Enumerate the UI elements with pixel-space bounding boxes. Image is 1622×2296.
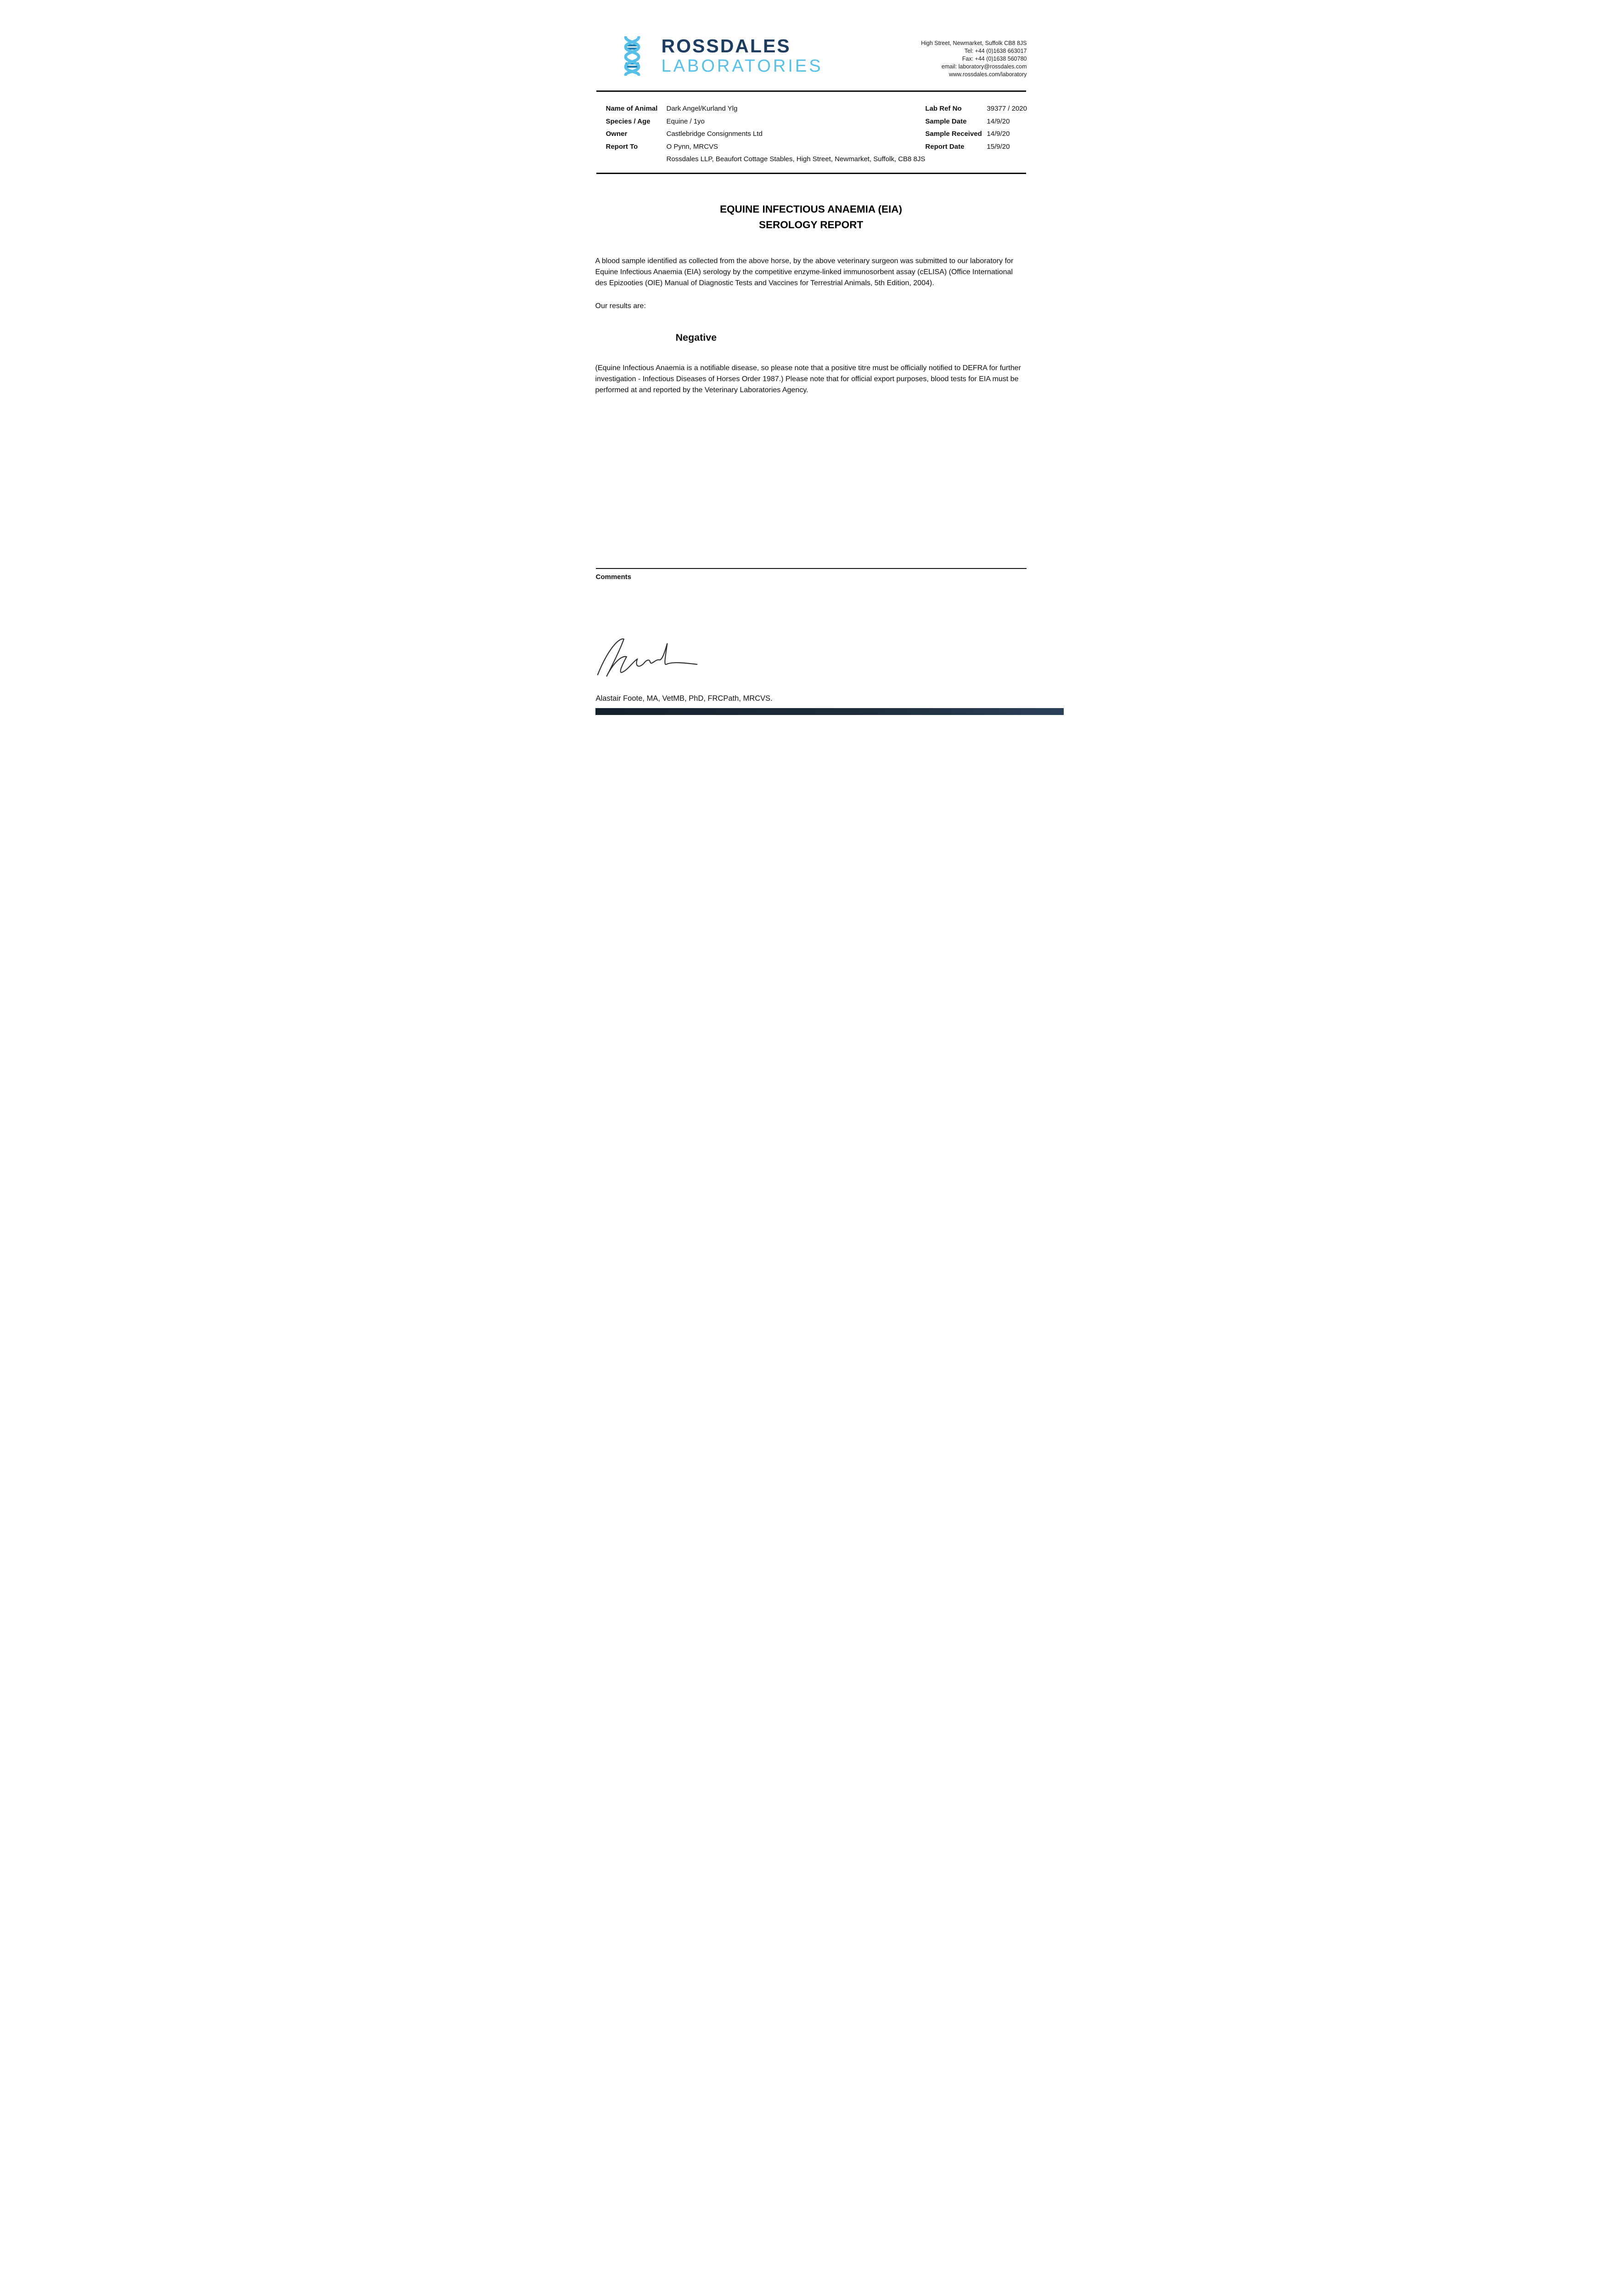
brand-subname: LABORATORIES <box>661 56 823 76</box>
field-value: O Pynn, MRCVS <box>666 142 718 151</box>
report-title-line1: EQUINE INFECTIOUS ANAEMIA (EIA) <box>719 203 903 215</box>
signature <box>593 632 704 686</box>
sample-info-left <box>606 105 926 168</box>
report-to-address: Rossdales LLP, Beaufort Cottage Stables, High Street, Newmarket, Suffolk, CB8 8JS <box>666 155 926 163</box>
field-label: Sample Date <box>925 117 967 125</box>
field-label: Report Date <box>925 142 965 151</box>
report-paragraph-2: (Equine Infectious Anaemia is a notifiable disease, so please note that a positive titre must be officially notified to DEFRA for further investigation - Infectious Diseases of Horses Order 1987.) Please note that for official export purposes, blood tests for EIA must be performed at and reported by the Veterinary Laboratories Agency. <box>595 364 1021 394</box>
brand-name: ROSSDALES <box>661 35 791 56</box>
field-value: 14/9/20 <box>987 130 1010 138</box>
report-title-line2: SEROLOGY REPORT <box>758 219 864 231</box>
field-value: 15/9/20 <box>987 142 1010 151</box>
signatory-name: Alastair Foote, MA, VetMB, PhD, FRCPath, MRCVS. <box>595 694 773 703</box>
dna-helix-icon <box>613 36 651 76</box>
footer-bar <box>595 708 1064 715</box>
brand-logo <box>613 36 823 76</box>
sample-info-right <box>925 105 1027 168</box>
field-value: Castlebridge Consignments Ltd <box>666 130 763 138</box>
report-document <box>559 0 1064 715</box>
field-label: Report To <box>606 142 638 151</box>
field-label: Sample Received <box>925 130 982 138</box>
report-paragraph-1: A blood sample identified as collected from the above horse, by the above veterinary surgeon was submitted to our laboratory for Equine Infectious Anaemia (EIA) serology by the competitive enzyme-linked immunosorbent assay (cELISA) (Office International des Epizooties (OIE) Manual of Diagnostic Tests and Vaccines for Terrestrial Animals, 5th Edition, 2004). <box>595 257 1014 287</box>
results-intro: Our results are: <box>595 302 646 310</box>
contact-address: High Street, Newmarket, Suffolk CB8 8JS <box>921 40 1027 46</box>
sample-info <box>606 105 1027 168</box>
brand-text <box>662 36 823 76</box>
contact-block <box>921 36 1027 79</box>
divider-comments <box>596 568 1027 569</box>
field-label: Owner <box>606 130 628 138</box>
field-value: 14/9/20 <box>987 117 1010 125</box>
field-value: 39377 / 2020 <box>987 105 1027 113</box>
field-value: Dark Angel/Kurland Ylg <box>666 105 738 113</box>
header <box>595 36 1027 79</box>
divider-info <box>596 173 1026 174</box>
field-label: Name of Animal <box>606 105 658 113</box>
result-value: Negative <box>675 332 717 343</box>
divider-header <box>596 90 1026 92</box>
contact-website: www.rossdales.com/laboratory <box>949 71 1027 78</box>
field-label: Lab Ref No <box>925 105 962 113</box>
report-title <box>559 202 1064 233</box>
field-label: Species / Age <box>606 117 651 125</box>
contact-email: email: laboratory@rossdales.com <box>941 63 1027 70</box>
field-value: Equine / 1yo <box>666 117 705 125</box>
contact-fax: Fax: +44 (0)1638 560780 <box>962 56 1027 62</box>
comments-label: Comments <box>595 573 632 581</box>
contact-tel: Tel: +44 (0)1638 663017 <box>964 48 1027 54</box>
